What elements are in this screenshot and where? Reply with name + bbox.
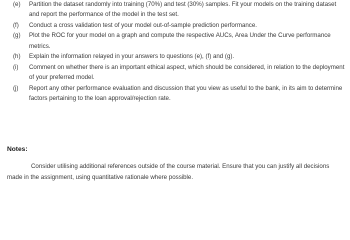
task-item-f xyxy=(13,21,347,31)
task-marker: (i) xyxy=(13,63,19,71)
task-marker: (j) xyxy=(13,84,19,92)
task-text: Plot the ROC for your model on a graph and compute the respective AUCs, Area Under the Curve performance metrics. xyxy=(29,32,331,50)
task-item-e xyxy=(13,0,347,20)
task-text: Explain the information relayed in your answers to questions (e), (f) and (g). xyxy=(29,53,235,61)
task-item-i xyxy=(13,63,347,83)
task-text: Partition the dataset randomly into training (70%) and test (30%) samples. Fit your models on the training dataset and report the performance of the model in the test set. xyxy=(29,1,337,19)
task-marker: (e) xyxy=(13,1,21,8)
task-text: Comment on whether there is an important ethical aspect, which should be considered, in relation to the deployment of your preferred model. xyxy=(29,63,345,82)
task-marker: (f) xyxy=(13,21,19,29)
task-marker: (g) xyxy=(13,32,21,40)
task-marker: (h) xyxy=(13,53,21,61)
notes-heading: Notes: xyxy=(7,146,28,153)
task-item-j xyxy=(13,84,347,104)
task-item-h xyxy=(13,52,347,62)
notes-body: Consider utilising additional references outside of the course material. Ensure that you can justify all decisions made in the assignment, using quantitative rationale where possible. xyxy=(7,163,330,181)
task-text: Conduct a cross validation test of your model out-of-sample prediction performance. xyxy=(29,21,257,29)
task-item-g xyxy=(13,31,347,51)
task-list xyxy=(13,0,347,105)
task-text: Report any other performance evaluation and discussion that you view as useful to the bank, in its aim to determine factors pertaining to the loan approval/rejection rate. xyxy=(29,84,343,102)
